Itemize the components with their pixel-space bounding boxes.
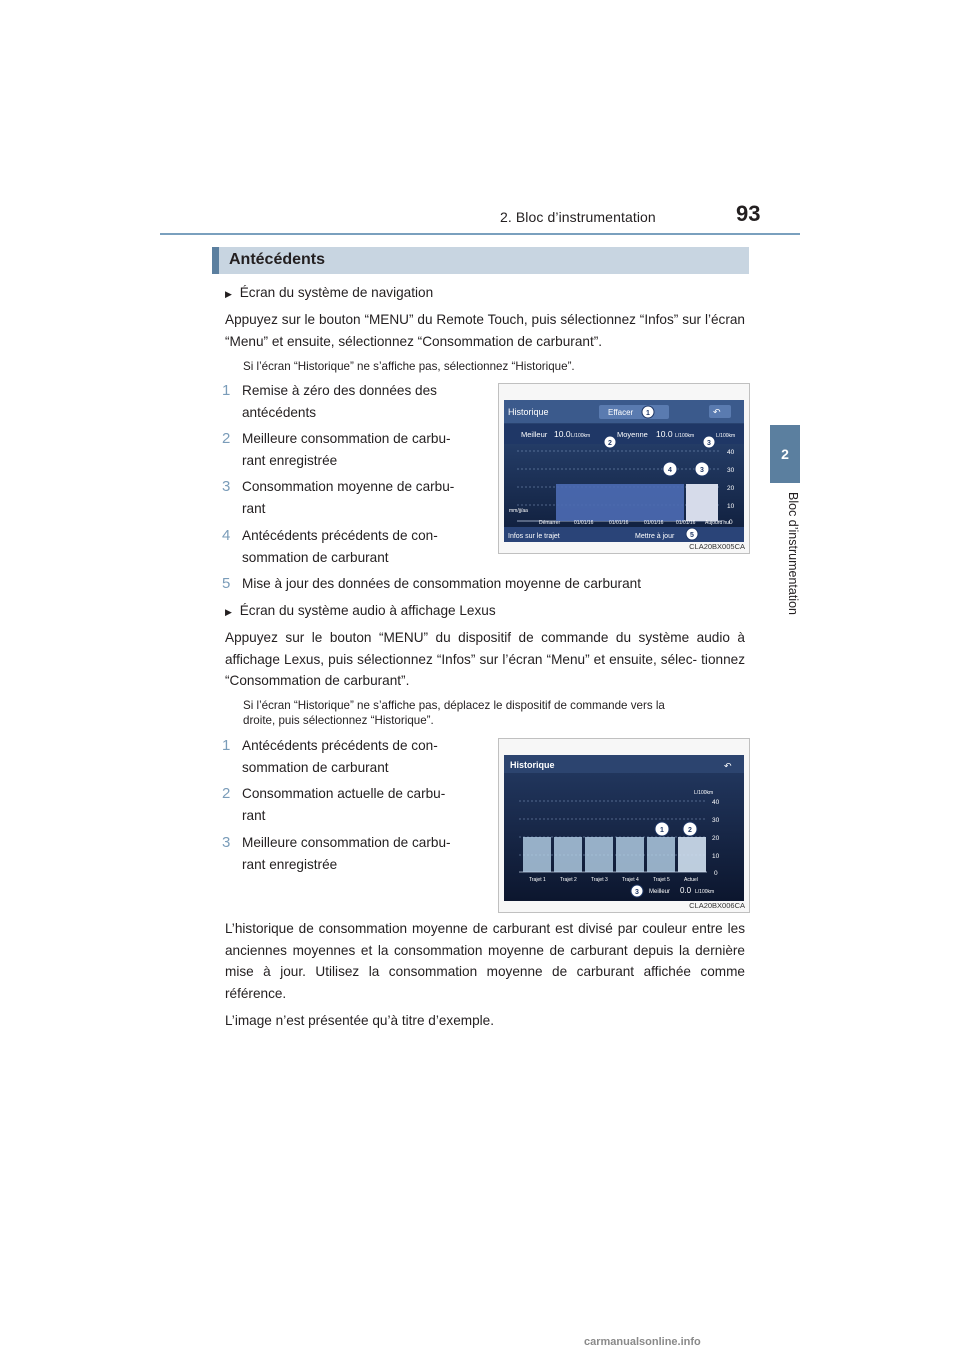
section-title: Antécédents xyxy=(229,251,326,268)
y-unit: L/100km xyxy=(694,790,714,796)
nav-item-2 xyxy=(222,428,482,468)
x-label: Trajet 4 xyxy=(622,877,639,883)
item-text: Meilleure consommation de carbu- xyxy=(242,835,451,850)
date-format: mm/jj/aa xyxy=(509,508,528,514)
y-tick: 20 xyxy=(727,485,735,492)
nav-item-4 xyxy=(222,525,482,565)
item-text: rant enregistrée xyxy=(242,856,338,872)
nav-item-1 xyxy=(222,380,482,420)
item-number: 2 xyxy=(222,785,231,802)
item-text: antécédents xyxy=(242,404,317,420)
x-label: Trajet 3 xyxy=(591,877,608,883)
audio-paragraph: Appuyez sur le bouton “MENU” du dispositif de commande du système audio à affichage Lexus, puis sélectionnez “Infos” sur l’écran “Menu” et ensuite, sélec- tionnez “Consommation de carburant”. xyxy=(225,630,745,688)
item-text: Remise à zéro des données des xyxy=(242,383,437,398)
x-label: Trajet 1 xyxy=(529,877,546,883)
back-icon: ↶ xyxy=(724,761,732,771)
y-tick: 0 xyxy=(714,870,718,877)
best-value: 10.0 xyxy=(554,429,571,439)
nav-heading-row xyxy=(225,282,433,306)
x-label: 01/01/16 xyxy=(676,520,696,526)
closing-paragraph: L’historique de consommation moyenne de carburant est divisé par couleur entre les anciennes moyennes et la consommation moyenne de carburant depuis la dernière mise à jour. Utilisez la consommation moyenne de carburant affichée comme référence. xyxy=(225,921,745,1001)
audio-item-3 xyxy=(222,832,482,872)
x-label: 01/01/16 xyxy=(574,520,594,526)
nav-item-3 xyxy=(222,476,482,516)
chapter-title: 2. Bloc d’instrumentation xyxy=(500,209,656,225)
callout: 3 xyxy=(700,467,704,474)
item-text: rant xyxy=(242,807,266,823)
page-number: 93 xyxy=(736,201,761,226)
callout: 1 xyxy=(646,410,650,417)
y-tick: 10 xyxy=(727,503,735,510)
best-unit: L/100km xyxy=(695,889,715,895)
x-label: 01/01/16 xyxy=(644,520,664,526)
audio-heading: Écran du système audio à affichage Lexus xyxy=(239,603,496,618)
header-rule xyxy=(160,233,800,235)
item-text: Antécédents précédents de con- xyxy=(242,528,438,543)
audio-item-1 xyxy=(222,735,482,775)
item-number: 3 xyxy=(222,834,231,851)
triangle-bullet-icon: ▶ xyxy=(225,289,232,299)
trip-info-button: Infos sur le trajet xyxy=(508,533,560,540)
avg-unit: L/100km xyxy=(675,433,695,439)
nav-heading: Écran du système de navigation xyxy=(239,285,434,300)
figure-caption: CLA20BX006CA xyxy=(689,901,745,910)
update-button: Mettre à jour xyxy=(635,533,675,540)
y-tick: 40 xyxy=(727,449,735,456)
closing-note: L’image n’est présentée qu’à titre d’exemple. xyxy=(225,1013,495,1028)
best-label: Meilleur xyxy=(649,889,671,895)
callout: 2 xyxy=(608,440,612,447)
callout: 3 xyxy=(707,440,711,447)
section-header xyxy=(212,247,749,274)
y-tick: 30 xyxy=(727,467,735,474)
x-label: Trajet 2 xyxy=(560,877,577,883)
triangle-bullet-icon: ▶ xyxy=(225,607,232,617)
y-tick: 10 xyxy=(712,853,720,860)
callout: 1 xyxy=(660,827,664,834)
item-number: 3 xyxy=(222,478,231,495)
callout: 5 xyxy=(690,532,694,539)
audio-note xyxy=(243,698,745,728)
audio-note-line: droite, puis sélectionnez “Historique”. xyxy=(243,714,434,727)
chapter-tab: 2 xyxy=(770,425,800,483)
x-label: Trajet 5 xyxy=(653,877,670,883)
item-text: Mise à jour des données de consommation moyenne de carburant xyxy=(242,576,641,591)
nav-paragraph: Appuyez sur le bouton “MENU” du Remote Touch, puis sélectionnez “Infos” sur l’écran “Menu” et ensuite, sélectionnez “Consommation de carburant”. xyxy=(225,312,745,349)
y-tick: 30 xyxy=(712,817,720,824)
best-label: Meilleur xyxy=(521,430,548,439)
y-tick: 40 xyxy=(712,799,720,806)
best-value: 0.0 xyxy=(680,886,692,895)
item-text: sommation de carburant xyxy=(242,549,389,565)
callout: 2 xyxy=(688,827,692,834)
item-number: 1 xyxy=(222,382,231,399)
item-number: 1 xyxy=(222,737,231,754)
item-number: 2 xyxy=(222,430,231,447)
audio-note-line: Si l’écran “Historique” ne s’affiche pas, déplacez le dispositif de commande vers la xyxy=(243,699,665,712)
item-text: Consommation actuelle de carbu- xyxy=(242,786,446,801)
nav-item-5 xyxy=(222,573,750,595)
item-text: rant xyxy=(242,500,266,516)
item-text: sommation de carburant xyxy=(242,759,389,775)
watermark: carmanualsonline.info xyxy=(584,1336,701,1348)
y-tick: 20 xyxy=(712,835,720,842)
item-number: 5 xyxy=(222,575,231,592)
item-text: Antécédents précédents de con- xyxy=(242,738,438,753)
clear-button: Effacer xyxy=(608,408,634,417)
chapter-tab-label: Bloc d’instrumentation xyxy=(786,492,800,615)
audio-history-screenshot xyxy=(498,738,750,913)
x-label: Aujourd’hui xyxy=(705,520,731,526)
callout: 3 xyxy=(635,889,639,896)
audio-heading-row xyxy=(225,600,496,624)
y-tick: 0 xyxy=(729,519,733,526)
screen-title: Historique xyxy=(510,760,555,770)
nav-note: Si l’écran “Historique” ne s’affiche pas, sélectionnez “Historique”. xyxy=(243,360,575,373)
callout: 4 xyxy=(668,467,672,474)
back-icon: ↶ xyxy=(713,407,721,417)
avg-value: 10.0 xyxy=(656,429,673,439)
y-unit: L/100km xyxy=(716,433,736,439)
x-label: Démarrer xyxy=(539,520,561,526)
best-unit: L/100km xyxy=(571,433,591,439)
item-text: rant enregistrée xyxy=(242,452,338,468)
x-label: Actuel xyxy=(684,877,698,883)
nav-history-screenshot xyxy=(498,383,750,554)
item-text: Consommation moyenne de carbu- xyxy=(242,479,455,494)
item-text: Meilleure consommation de carbu- xyxy=(242,431,451,446)
x-label: 01/01/16 xyxy=(609,520,629,526)
avg-label: Moyenne xyxy=(617,430,648,439)
screen-title: Historique xyxy=(508,407,549,417)
item-number: 4 xyxy=(222,527,231,544)
figure-caption: CLA20BX005CA xyxy=(689,542,745,551)
audio-item-2 xyxy=(222,783,482,823)
